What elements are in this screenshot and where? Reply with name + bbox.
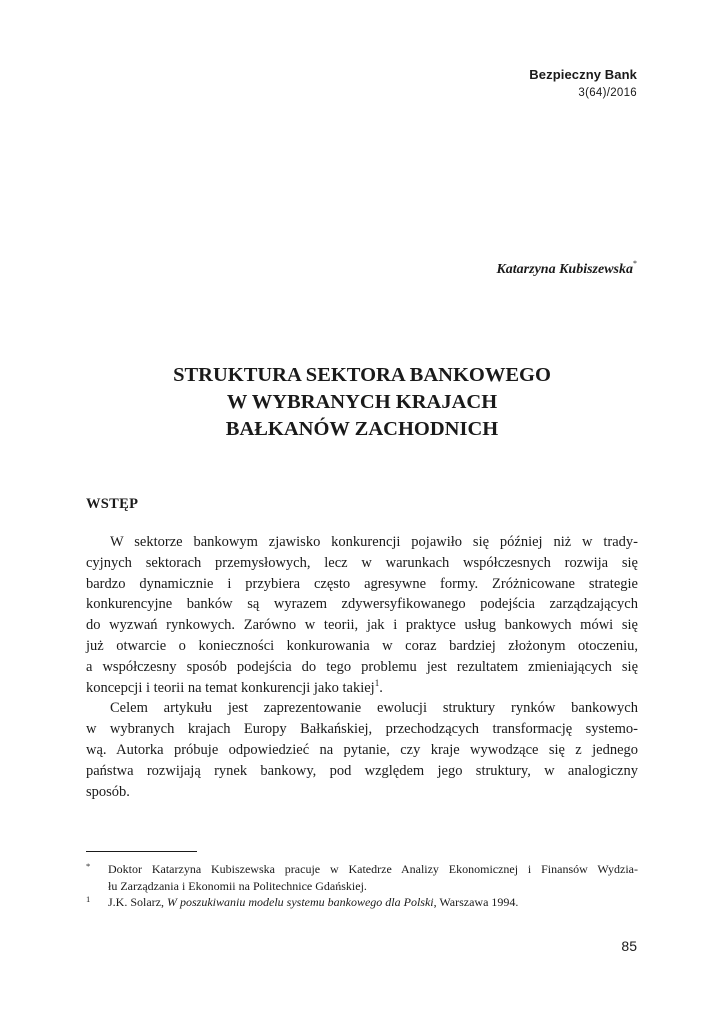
body-text <box>86 532 638 802</box>
paragraph-line <box>86 678 638 699</box>
paragraph <box>86 698 638 802</box>
title-line: STRUKTURA SEKTORA BANKOWEGO <box>173 364 551 386</box>
title-line: BAŁKANÓW ZACHODNICH <box>225 418 499 440</box>
paragraph-line: wą. Autorka próbuje odpowiedzieć na pytanie, czy kraje wywodzące się z jednego <box>86 741 638 758</box>
section-heading: WSTĘP <box>86 496 139 512</box>
footnote-line <box>108 894 638 911</box>
article-title <box>86 362 638 443</box>
journal-issue: 3(64)/2016 <box>578 87 637 99</box>
paragraph-line: sposób. <box>86 783 130 800</box>
page-number: 85 <box>621 938 637 954</box>
author-name-text: Katarzyna Kubiszewska <box>496 262 633 277</box>
citation-author: J.K. Solarz, <box>108 895 167 909</box>
footnote-mark: 1 <box>86 894 91 904</box>
journal-name: Bezpieczny Bank <box>529 67 637 82</box>
footnotes <box>86 861 638 911</box>
citation-title: W poszukiwaniu modelu systemu bankowego dla Polski <box>167 895 434 909</box>
title-line: W WYBRANYCH KRAJACH <box>226 391 498 413</box>
footnote-reference[interactable]: 1 <box>374 677 380 688</box>
footnote-line: Doktor Katarzyna Kubiszewska pracuje w Katedrze Analizy Ekonomicznej i Finansów Wydzia- <box>108 862 638 876</box>
paragraph-line-text: koncepcji i teorii na temat konkurencji jako takiej <box>86 679 375 696</box>
author-name <box>496 259 637 278</box>
paragraph-line: bardzo dynamicznie i przybiera często agresywne formy. Zróżnicowane strategie <box>86 575 638 592</box>
paragraph <box>86 532 638 698</box>
footnote-mark: * <box>86 861 91 871</box>
paragraph-line: państwa rozwijają rynek bankowy, pod względem jego struktury, w analogiczny <box>86 762 638 779</box>
paragraph-line: a współczesny sposób podejścia do tego problemu jest rezultatem zmieniających się <box>86 658 638 675</box>
sentence-end: . <box>379 679 383 696</box>
paragraph-line: cyjnych sektorach przemysłowych, lecz w warunkach współczesnych rozwija się <box>86 554 638 571</box>
author-footnote-mark[interactable]: * <box>633 259 637 268</box>
paragraph-line: Celem artykułu jest zaprezentowanie ewolucji struktury rynków bankowych <box>110 700 638 717</box>
paragraph-line: już otwarcie o konieczności konkurowania w coraz bardziej złożonym otoczeniu, <box>86 637 638 654</box>
journal-header <box>529 66 637 102</box>
paragraph-line: do wyzwań rynkowych. Zarówno w teorii, jak i praktyce usług bankowych mówi się <box>86 617 638 634</box>
paragraph-line: konkurencyjne banków są wyrazem zdywersyfikowanego podejścia zarządzających <box>86 596 638 613</box>
footnote-author <box>86 861 638 894</box>
paragraph-line: w wybranych krajach Europy Bałkańskiej, przechodzących transformację systemo- <box>86 721 638 738</box>
citation-details: , Warszawa 1994. <box>433 895 519 909</box>
footnote-separator <box>86 851 197 852</box>
footnote-1 <box>86 894 638 911</box>
paragraph-line: W sektorze bankowym zjawisko konkurencji pojawiło się później niż w trady- <box>110 534 638 550</box>
footnote-line: łu Zarządzania i Ekonomii na Politechnice Gdańskiej. <box>108 878 367 893</box>
